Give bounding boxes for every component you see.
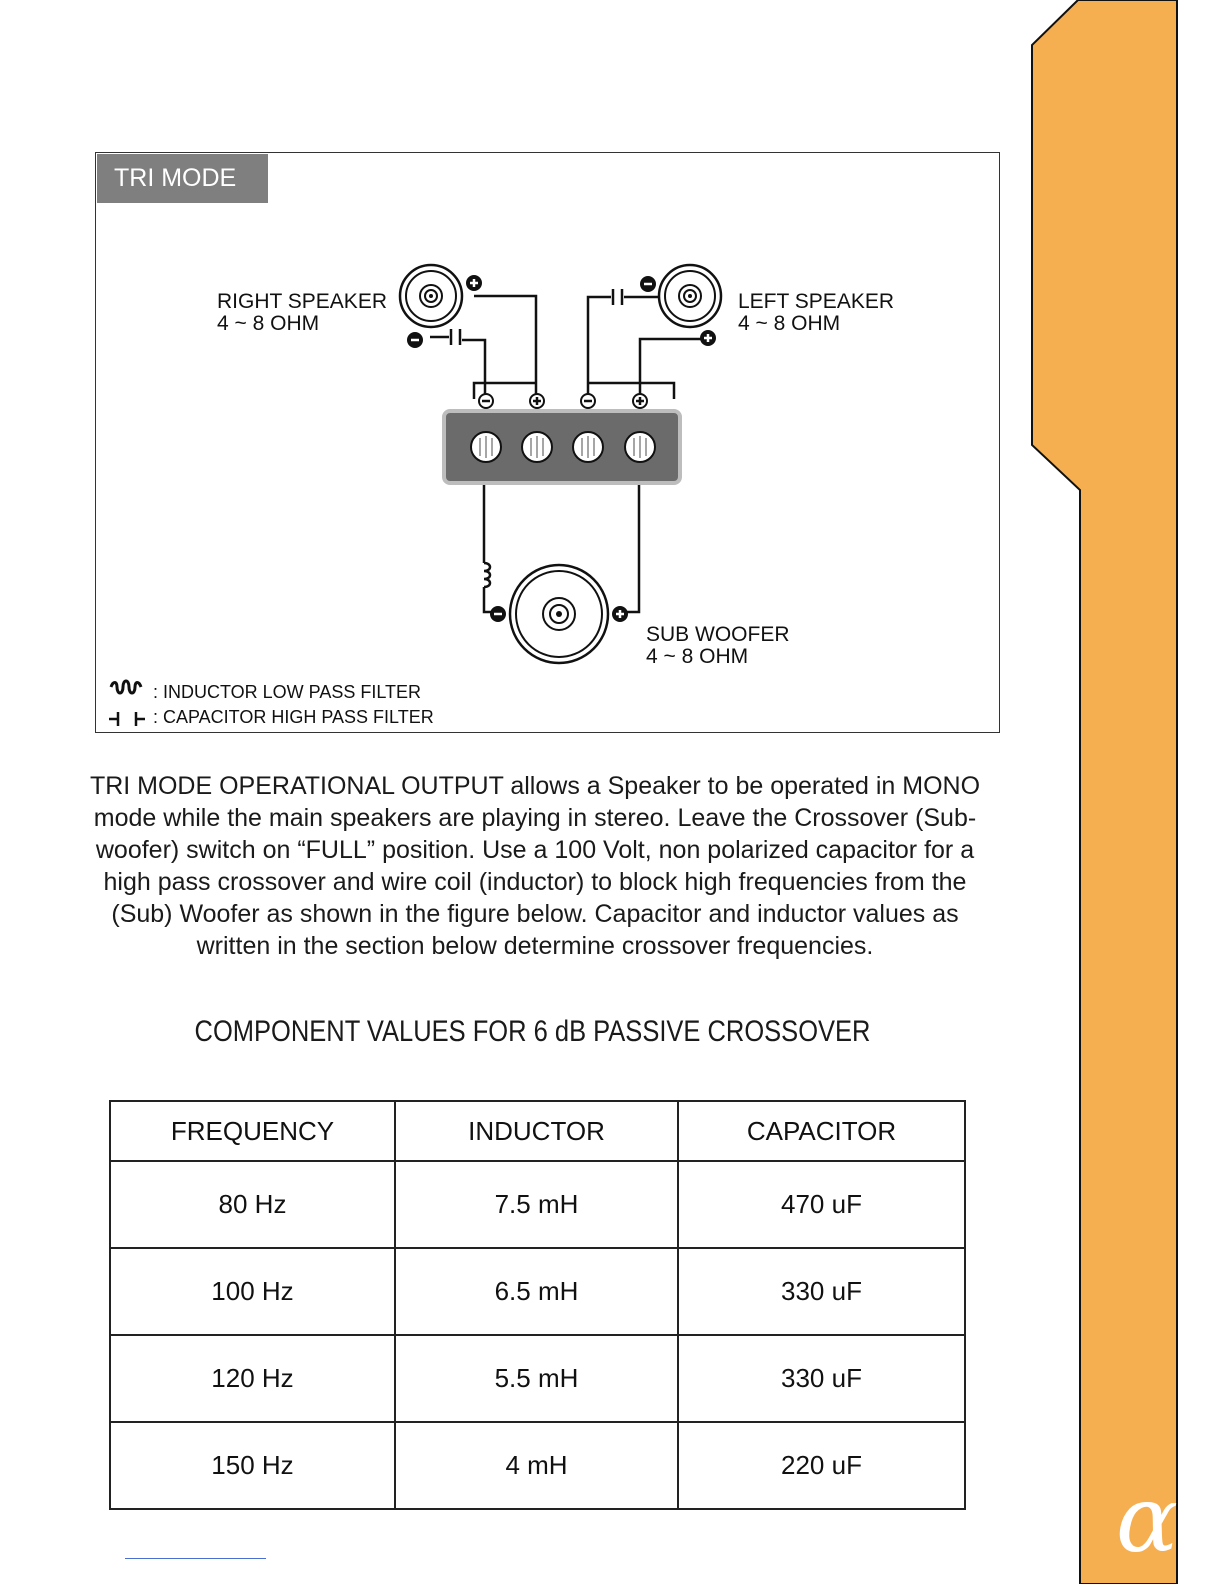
legend-capacitor: : CAPACITOR HIGH PASS FILTER [153,707,434,727]
cell-capacitor: 330 uF [678,1248,965,1335]
tri-mode-tab: TRI MODE [97,154,268,203]
table-row [110,1335,965,1422]
header-capacitor: CAPACITOR [678,1101,965,1161]
sub-woofer-name: SUB WOOFER [646,623,790,646]
sub-woofer-impedance: 4 ~ 8 OHM [646,645,749,668]
legend-inductor: : INDUCTOR LOW PASS FILTER [153,682,422,702]
cell-inductor: 7.5 mH [395,1161,678,1248]
inductor-legend-icon [111,681,141,693]
capacitor-legend-icon [109,712,145,726]
table-row [110,1422,965,1509]
wiring-diagram-graphic [96,153,999,732]
cell-frequency: 120 Hz [110,1335,395,1422]
cell-frequency: 150 Hz [110,1422,395,1509]
tri-mode-diagram [95,152,1000,733]
header-inductor: INDUCTOR [395,1101,678,1161]
table-header-row [110,1101,965,1161]
cell-capacitor: 470 uF [678,1161,965,1248]
cell-capacitor: 220 uF [678,1422,965,1509]
cell-frequency: 80 Hz [110,1161,395,1248]
cell-inductor: 6.5 mH [395,1248,678,1335]
crossover-values-table [109,1100,966,1510]
alpha-logo: α [1115,1466,1179,1573]
cell-capacitor: 330 uF [678,1335,965,1422]
table-row [110,1161,965,1248]
left-speaker-label [738,291,894,335]
right-speaker-label [217,291,387,335]
header-frequency: FREQUENCY [110,1101,395,1161]
right-speaker-impedance: 4 ~ 8 OHM [217,312,320,335]
tri-mode-description: TRI MODE OPERATIONAL OUTPUT allows a Speaker to be operated in MONO mode while the main speakers are playing in stereo. Leave the Crossover (Sub-woofer) switch on “FULL” position. Use a 100 Volt, non polarized capacitor for a high pass crossover and wire coil (inductor) to block high frequencies from the (Sub) Woofer as shown in the figure below. Capacitor and inductor values as written in the section below determine crossover frequencies. [89,772,981,960]
left-speaker-name: LEFT SPEAKER [738,290,895,313]
cell-inductor: 5.5 mH [395,1335,678,1422]
right-speaker-name: RIGHT SPEAKER [217,290,387,313]
footer-rule [125,1558,266,1559]
cell-inductor: 4 mH [395,1422,678,1509]
table-row [110,1248,965,1335]
cell-frequency: 100 Hz [110,1248,395,1335]
left-speaker-impedance: 4 ~ 8 OHM [738,312,841,335]
table-heading: COMPONENT VALUES FOR 6 dB PASSIVE CROSSOVER [194,1015,871,1048]
sub-woofer-label [646,624,790,668]
